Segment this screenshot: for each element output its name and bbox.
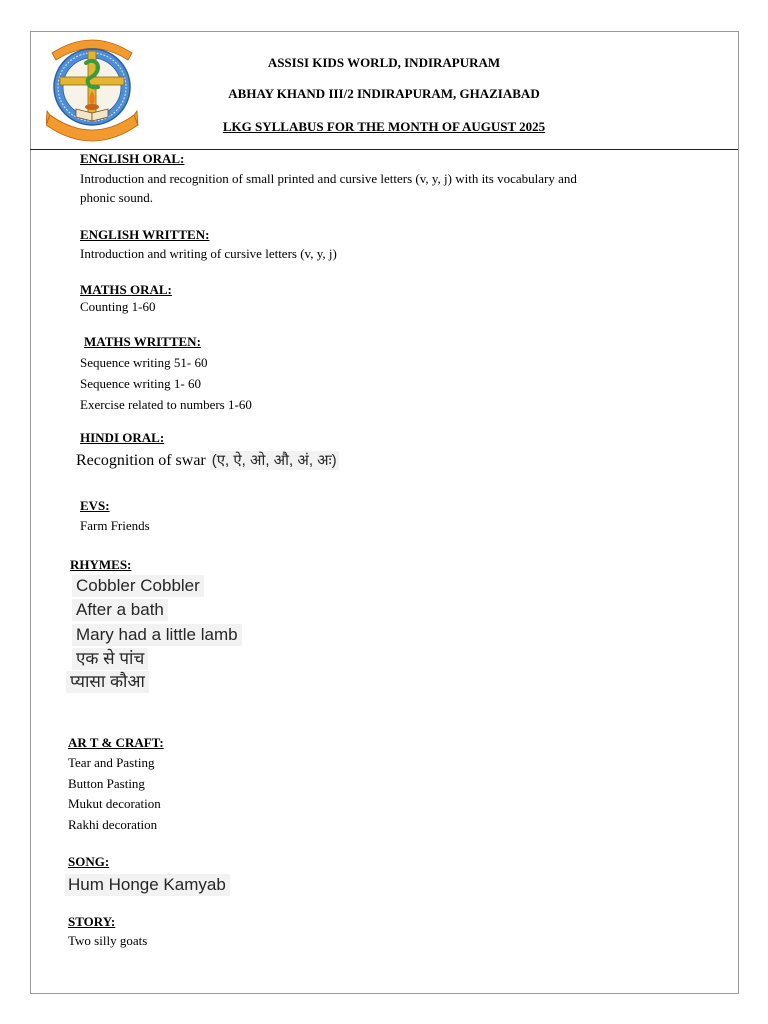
section-heading: ENGLISH ORAL: bbox=[80, 151, 185, 166]
syllabus-line: Tear and Pasting bbox=[68, 755, 155, 770]
section-heading: SONG: bbox=[68, 854, 110, 869]
section-heading: RHYMES: bbox=[70, 557, 132, 572]
syllabus-line: Introduction and recognition of small printed and cursive letters (v, y, j) with its vocabulary and bbox=[80, 171, 577, 186]
section-heading: MATHS WRITTEN: bbox=[84, 334, 201, 349]
rhyme-item: After a bath bbox=[72, 599, 168, 621]
syllabus-line: Button Pasting bbox=[68, 776, 145, 791]
syllabus-line: Sequence writing 1- 60 bbox=[80, 376, 201, 391]
syllabus-line bbox=[76, 451, 339, 471]
rhyme-item: Mary had a little lamb bbox=[72, 624, 242, 646]
syllabus-line: Sequence writing 51- 60 bbox=[80, 355, 208, 370]
syllabus-line: Two silly goats bbox=[68, 933, 148, 948]
school-name: ASSISI KIDS WORLD, INDIRAPURAM bbox=[267, 55, 501, 70]
syllabus-line: phonic sound. bbox=[80, 190, 153, 205]
rhyme-item: Cobbler Cobbler bbox=[72, 575, 204, 597]
section-heading: STORY: bbox=[68, 914, 116, 929]
syllabus-line: Counting 1-60 bbox=[80, 299, 156, 314]
syllabus-title: LKG SYLLABUS FOR THE MONTH OF AUGUST 2025 bbox=[222, 119, 546, 134]
section-heading: MATHS ORAL: bbox=[80, 282, 172, 297]
section-heading: AR T & CRAFT: bbox=[68, 735, 164, 750]
syllabus-line: Farm Friends bbox=[80, 518, 150, 533]
section-heading: EVS: bbox=[80, 498, 110, 513]
syllabus-line: Rakhi decoration bbox=[68, 817, 158, 832]
syllabus-line: Exercise related to numbers 1-60 bbox=[80, 397, 252, 412]
swar-letters: (ए, ऐ, ओ, औ, अं, अः) bbox=[211, 452, 337, 469]
rhyme-item: एक से पांच bbox=[72, 648, 148, 670]
rhyme-item: प्यासा कौआ bbox=[66, 671, 149, 693]
syllabus-line: Introduction and writing of cursive letters (v, y, j) bbox=[80, 246, 337, 261]
school-address: ABHAY KHAND III/2 INDIRAPURAM, GHAZIABAD bbox=[228, 86, 540, 101]
section-heading: ENGLISH WRITTEN: bbox=[80, 227, 210, 242]
syllabus-line: Mukut decoration bbox=[68, 796, 161, 811]
song-item: Hum Honge Kamyab bbox=[65, 874, 230, 896]
swar-intro: Recognition of swar bbox=[76, 452, 206, 469]
header-divider bbox=[30, 149, 738, 150]
section-heading: HINDI ORAL: bbox=[80, 430, 165, 445]
